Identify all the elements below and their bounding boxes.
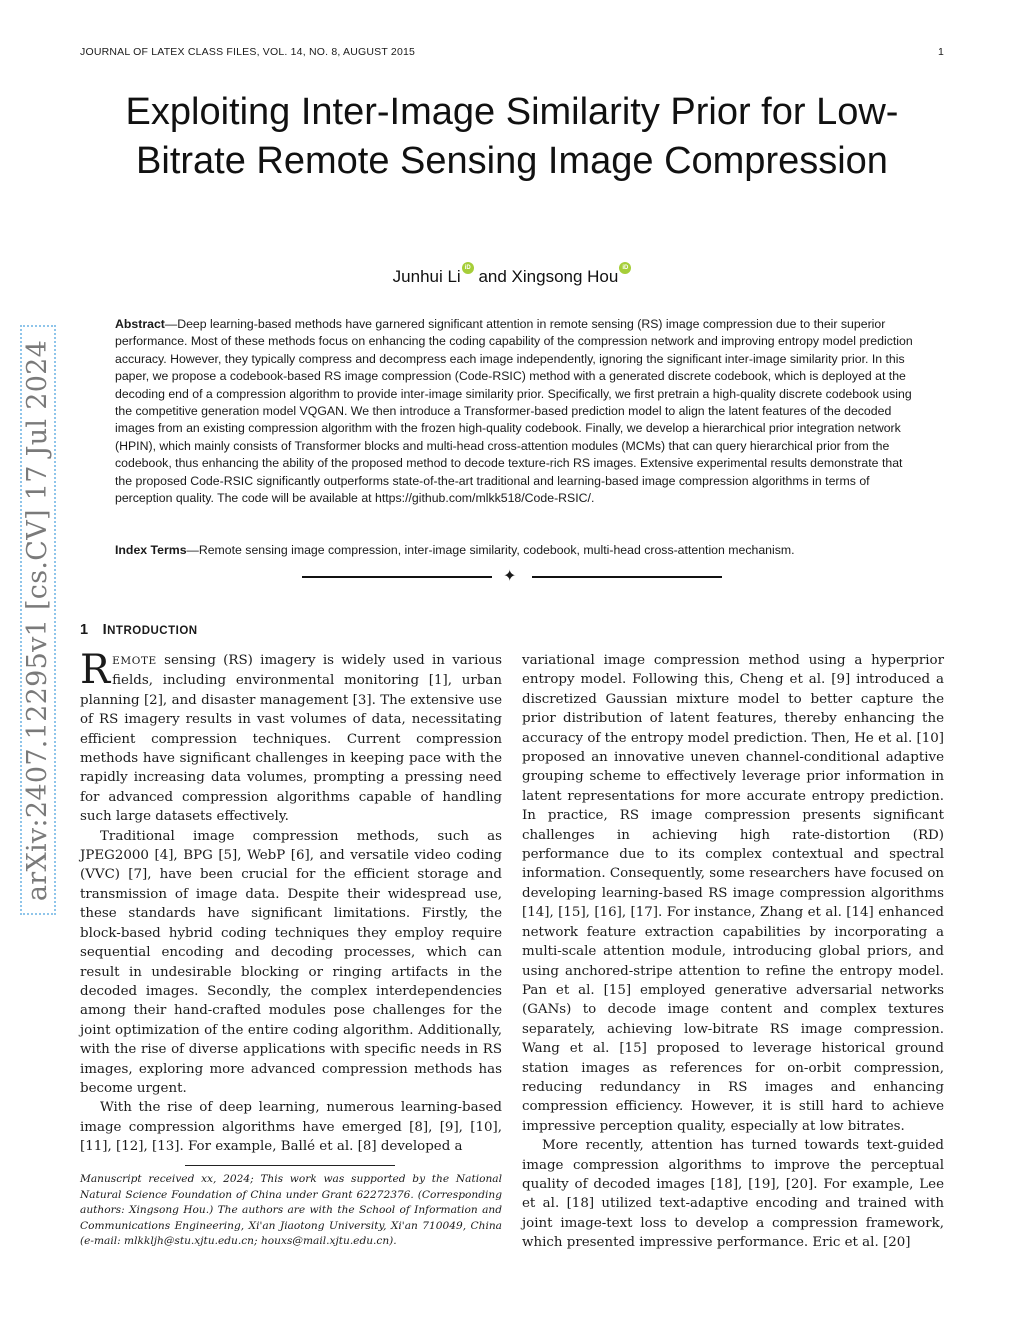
abstract — [115, 316, 913, 507]
running-header — [80, 46, 944, 58]
index-terms-text: —Remote sensing image compression, inter-image similarity, codebook, multi-head cross-attention mechanism. — [186, 543, 795, 557]
index-terms-label: Index Terms — [115, 543, 187, 557]
index-terms — [115, 542, 913, 559]
section-divider — [300, 566, 724, 585]
paragraph — [80, 647, 502, 827]
page-number: 1 — [937, 46, 944, 58]
section-number: 1 — [80, 622, 89, 638]
drop-cap: R — [80, 647, 111, 693]
left-column — [80, 647, 502, 1157]
right-column — [522, 651, 944, 1253]
paragraph: More recently, attention has turned towards text-guided image compression algorithms to improve the perceptual quality of decoded images [18], [19], [20]. For example, Lee et al. [18] utilized text-adaptive encoding and trained with joint image-text loss to develop a compression framework, which presented impressive performance. Eric et al. [20] — [522, 1138, 944, 1251]
section-heading — [80, 622, 198, 638]
journal-name: JOURNAL OF LATEX CLASS FILES, VOL. 14, NO. 8, AUGUST 2015 — [80, 46, 416, 58]
paragraph: Traditional image compression methods, such as JPEG2000 [4], BPG [5], WebP [6], and versatile video coding (VVC) [7], have been crucial for the efficient storage and transmission of image data. Despite their widespread use, these standards have significant limitations. Firstly, the block-based hybrid coding techniques they employ require sequential encoding and decoding processes, which can result in undesirable blocking or ringing artifacts in the decoded images. Secondly, the complex interdependencies among their hand-crafted modules pose challenges for the joint optimization of the entire coding algorithm. Additionally, with the rise of diverse applications with specific needs in RS images, exploring more advanced compression methods has become urgent. — [80, 828, 502, 1096]
divider-line-left — [302, 576, 492, 578]
abstract-label: Abstract — [115, 317, 165, 331]
footnote-rule — [185, 1165, 395, 1166]
abstract-text: —Deep learning-based methods have garnered significant attention in remote sensing (RS) image compression due to their superior performance. Most of these methods focus on enhancing the coding capability of the compression network and improving entropy model prediction accuracy. However, they typically compress and decompress each image independently, ignoring the significant inter-image similarity prior. In this paper, we propose a codebook-based RS image compression (Code-RSIC) method with a generated discrete codebook, which is deployed at the decoding end of a compression algorithm to provide inter-image similarity prior. Specifically, we first pretrain a high-quality discrete codebook using the competitive generation model VQGAN. We then introduce a Transformer-based prediction model to align the latent features of the decoded images from an existing compression algorithm with the frozen high-quality codebook. Finally, we develop a hierarchical prior integration network (HPIN), which mainly consists of Transformer blocks and multi-head cross-attention modules (MCMs) that can query hierarchical prior from the codebook, thus enhancing the ability of the proposed method to decode texture-rich RS images. Extensive experimental results demonstrate that the proposed Code-RSIC significantly outperforms state-of-the-art traditional and learning-based image compression algorithms in terms of perception quality. The code will be available at https://github.com/mlkk518/Code-RSIC/. — [115, 317, 913, 506]
paper-title: Exploiting Inter-Image Similarity Prior for Low-Bitrate Remote Sensing Image Compression — [125, 91, 899, 182]
paragraph-text: sensing (RS) imagery is widely used in various fields, including environmental monitoring [1], urban planning [2], and disaster management [3]. The extensive use of RS imagery results in vast volumes of data, necessitating efficient compression techniques. Current compression methods have significant challenges in keeping pace with the rapidly increasing data volumes, prompting a pressing need for advanced compression algorithms capable of handling such large datasets effectively. — [80, 653, 502, 825]
orcid-icon[interactable] — [619, 262, 631, 274]
author-line — [100, 262, 924, 287]
section-title-rest: NTRODUCTION — [107, 625, 198, 637]
paragraph: variational image compression method using a hyperprior entropy model. Following this, Cheng et al. [9] introduced a discretized Gaussian mixture model to better capture the prior distribution of latent features, thereby enhancing the accuracy of the entropy model prediction. Then, He et al. [10] proposed an innovative uneven channel-conditional adaptive grouping scheme to effectively leverage prior information in latent representations for more accurate entropy prediction. In practice, RS image compression presents significant challenges in achieving high rate-distortion (RD) performance due to its complex contextual and spectral information. Consequently, some researchers have focused on developing learning-based RS image compression algorithms [14], [15], [16], [17]. For instance, Zhang et al. [14] enhanced network feature extraction capabilities by incorporating a multi-scale attention module, introducing global priors, and using anchored-stripe attention to refine the entropy model. Pan et al. [15] employed generative adversarial networks (GANs) to decode image content and complex textures separately, achieving low-bitrate RS image compression. Wang et al. [15] proposed to leverage historical ground station images as references for on-orbit compression, reducing redundancy in RS images and enhancing compression efficiency. However, it is still hard to achieve impressive perception quality, especially at low bitrates. — [522, 653, 945, 1134]
footnote: Manuscript received xx, 2024; This work was supported by the National Natural Science Foundation of China under Grant 62272376. (Corresponding authors: Xingsong Hou.) The authors are with the School of Information and Communications Engineering, Xi'an Jiaotong University, Xi'an 710049, China (e-mail: mlkkljh@stu.xjtu.edu.cn; houxs@mail.xjtu.edu.cn). — [80, 1173, 502, 1248]
author-name: Junhui Li — [392, 267, 461, 286]
divider-star-icon: ✦ — [503, 566, 517, 585]
arxiv-identifier: arXiv:2407.12295v1 [cs.CV] 17 Jul 2024 — [22, 339, 54, 901]
arxiv-stamp[interactable] — [20, 325, 56, 915]
divider-line-right — [532, 576, 722, 578]
orcid-icon[interactable] — [462, 262, 474, 274]
author-connector: and Xingsong Hou — [478, 267, 619, 286]
small-caps-word: EMOTE — [112, 655, 157, 667]
paragraph: With the rise of deep learning, numerous learning-based image compression algorithms have emerged [8], [9], [10], [11], [12], [13]. For example, Ballé et al. [8] developed a — [80, 1100, 502, 1155]
section-title-initial: I — [102, 622, 108, 638]
